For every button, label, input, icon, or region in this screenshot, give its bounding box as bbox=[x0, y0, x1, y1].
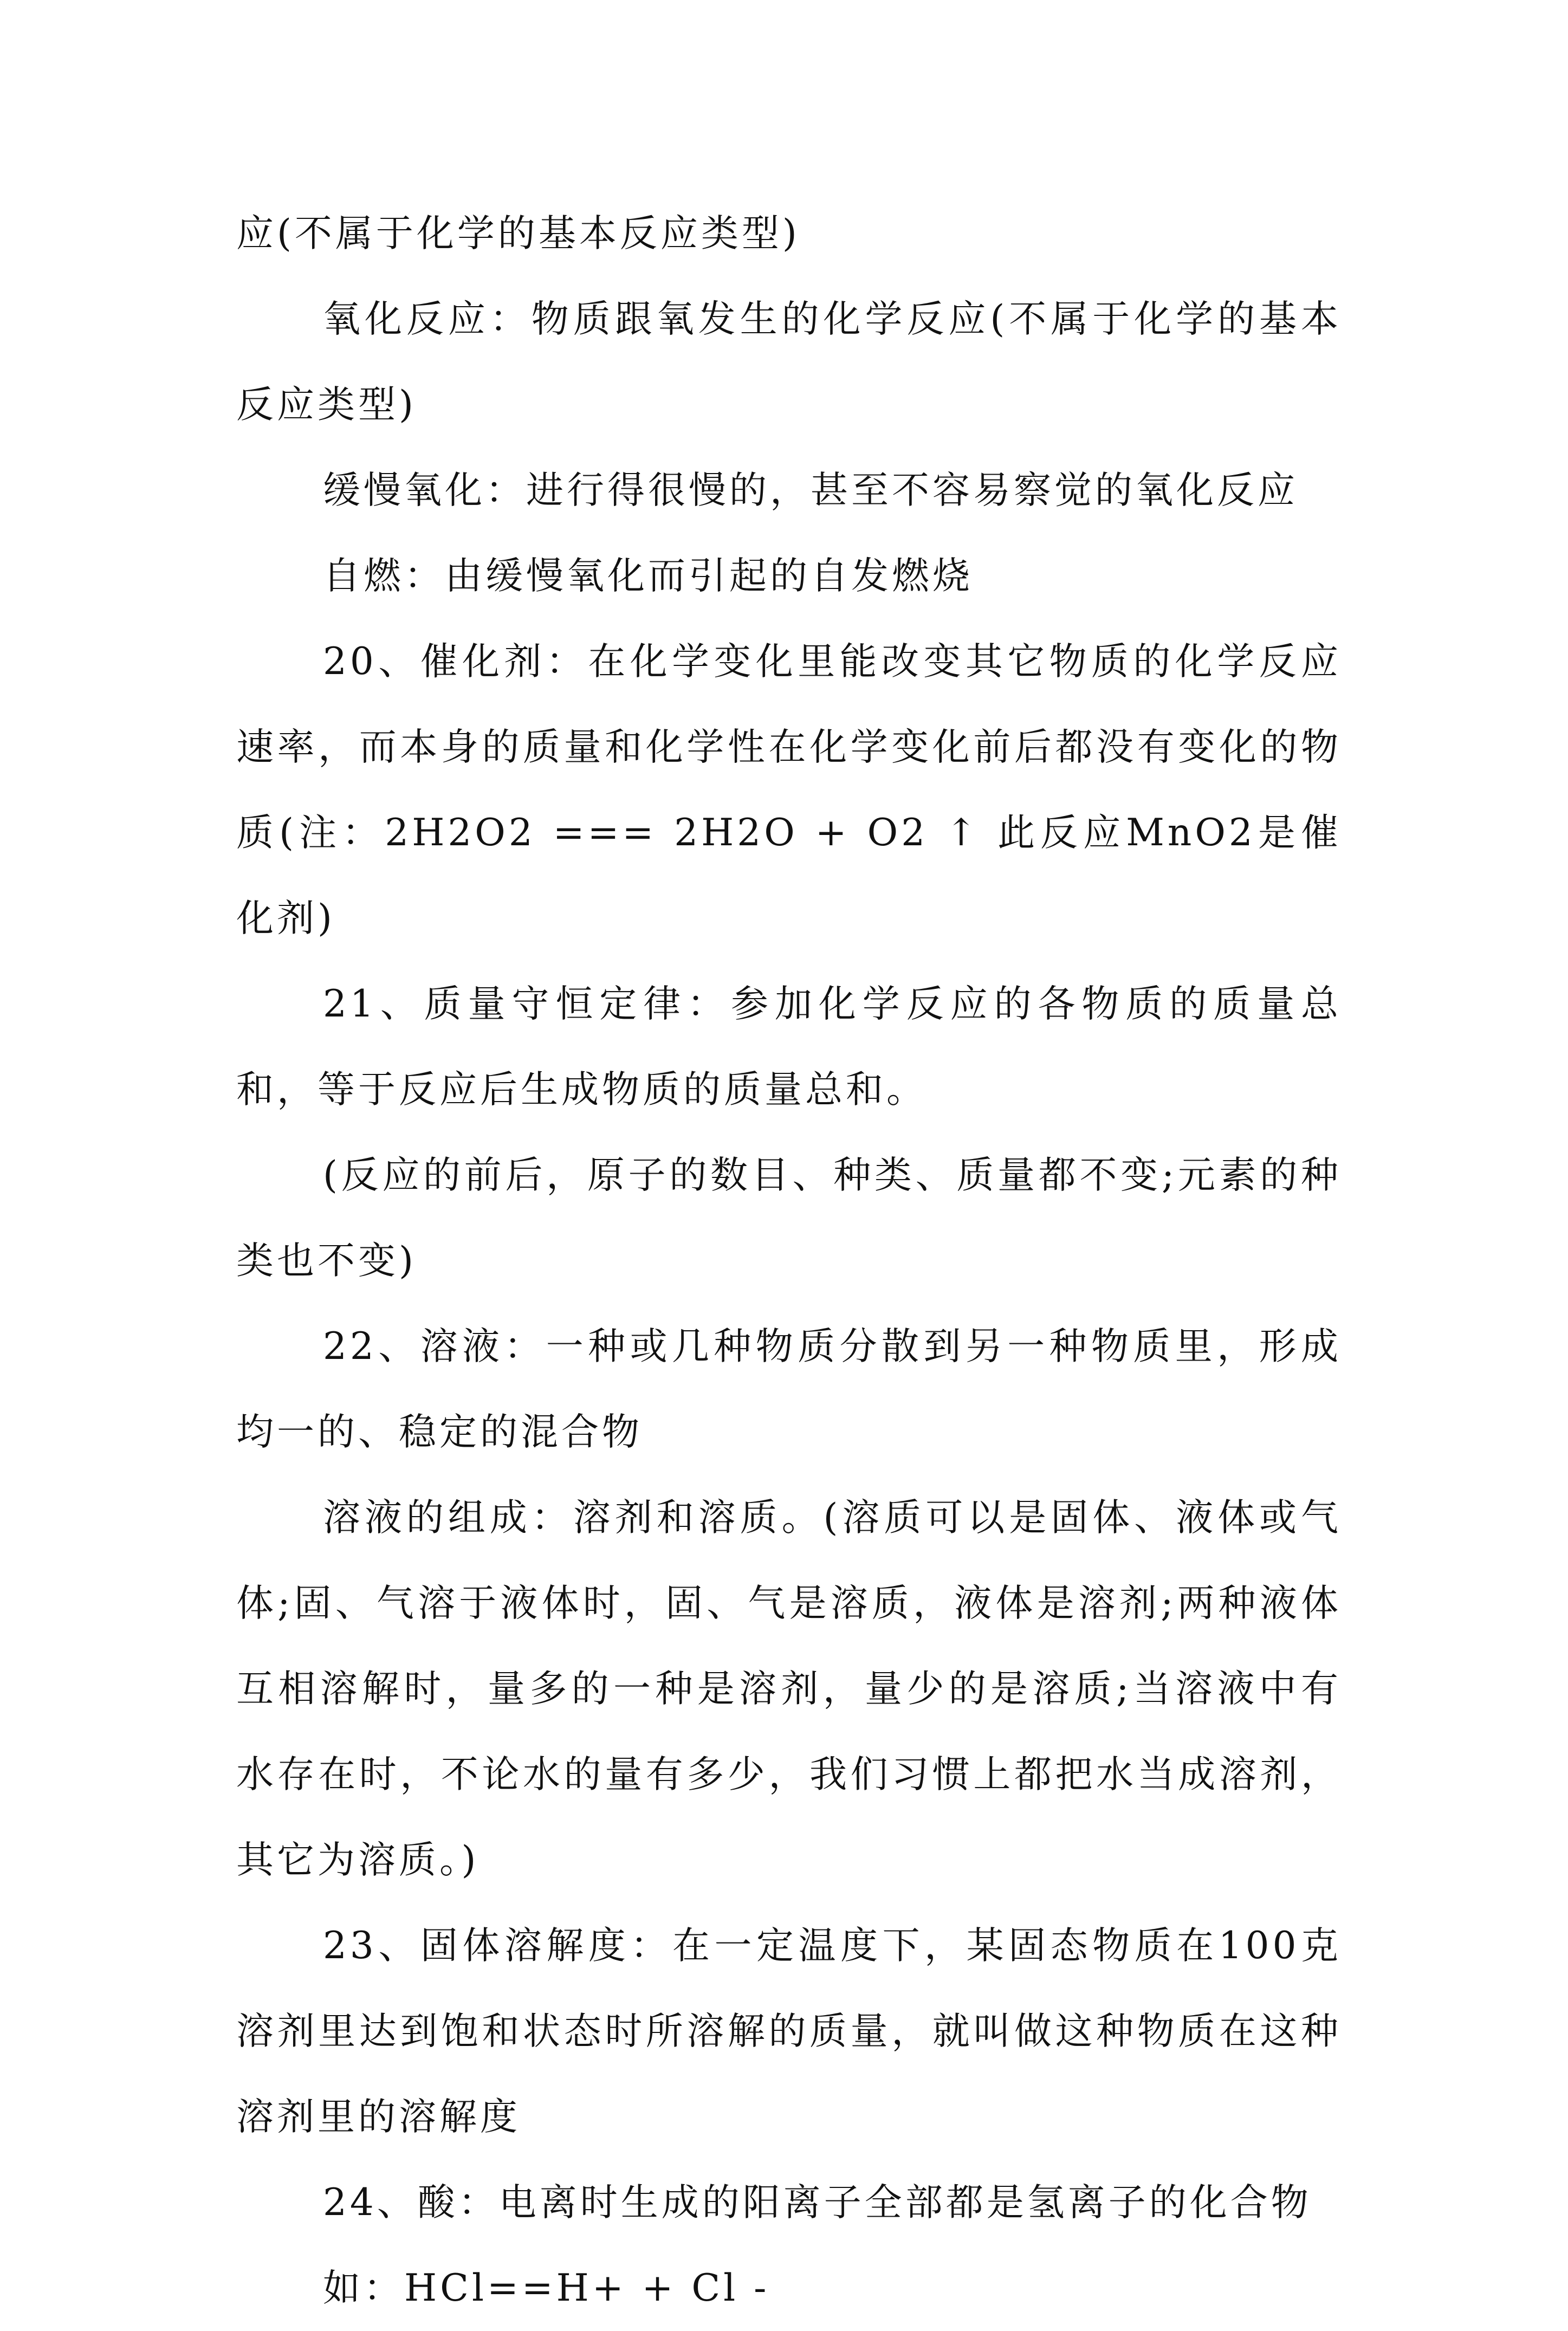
paragraph-catalyst: 20、催化剂：在化学变化里能改变其它物质的化学反应速率，而本身的质量和化学性在化学变化前后都没有变化的物质(注：2H2O2 === 2H2O + O2 ↑ 此反应MnO2是催化剂) bbox=[236, 640, 1342, 940]
paragraph-solution-composition: 溶液的组成：溶剂和溶质。(溶质可以是固体、液体或气体;固、气溶于液体时，固、气是溶质，液体是溶剂;两种液体互相溶解时，量多的一种是溶剂，量少的是溶质;当溶液中有水存在时，不论水的量有多少，我们习惯上都把水当成溶剂，其它为溶质。) bbox=[236, 1496, 1342, 1882]
paragraph-mass-conservation-note: (反应的前后，原子的数目、种类、质量都不变;元素的种类也不变) bbox=[236, 1154, 1342, 1283]
paragraph-acid-example: 如：HCl==H+ + Cl - bbox=[323, 2267, 770, 2310]
paragraph-acid: 24、酸：电离时生成的阳离子全部都是氢离子的化合物 bbox=[323, 2181, 1312, 2224]
paragraph-solution: 22、溶液：一种或几种物质分散到另一种物质里，形成均一的、稳定的混合物 bbox=[236, 1325, 1342, 1454]
paragraph-mass-conservation: 21、质量守恒定律：参加化学反应的各物质的质量总和，等于反应后生成物质的质量总和。 bbox=[236, 982, 1342, 1111]
paragraph-oxidation-reaction: 氧化反应：物质跟氧发生的化学反应(不属于化学的基本反应类型) bbox=[236, 297, 1342, 426]
document-body bbox=[236, 191, 1342, 2331]
paragraph-slow-oxidation: 缓慢氧化：进行得很慢的，甚至不容易察觉的氧化反应 bbox=[323, 469, 1298, 512]
paragraph-spontaneous-combustion: 自燃：由缓慢氧化而引起的自发燃烧 bbox=[323, 554, 973, 598]
paragraph-solubility: 23、固体溶解度：在一定温度下，某固态物质在100克溶剂里达到饱和状态时所溶解的质量，就叫做这种物质在这种溶剂里的溶解度 bbox=[236, 1924, 1342, 2139]
paragraph-continuation: 应(不属于化学的基本反应类型) bbox=[236, 212, 800, 255]
